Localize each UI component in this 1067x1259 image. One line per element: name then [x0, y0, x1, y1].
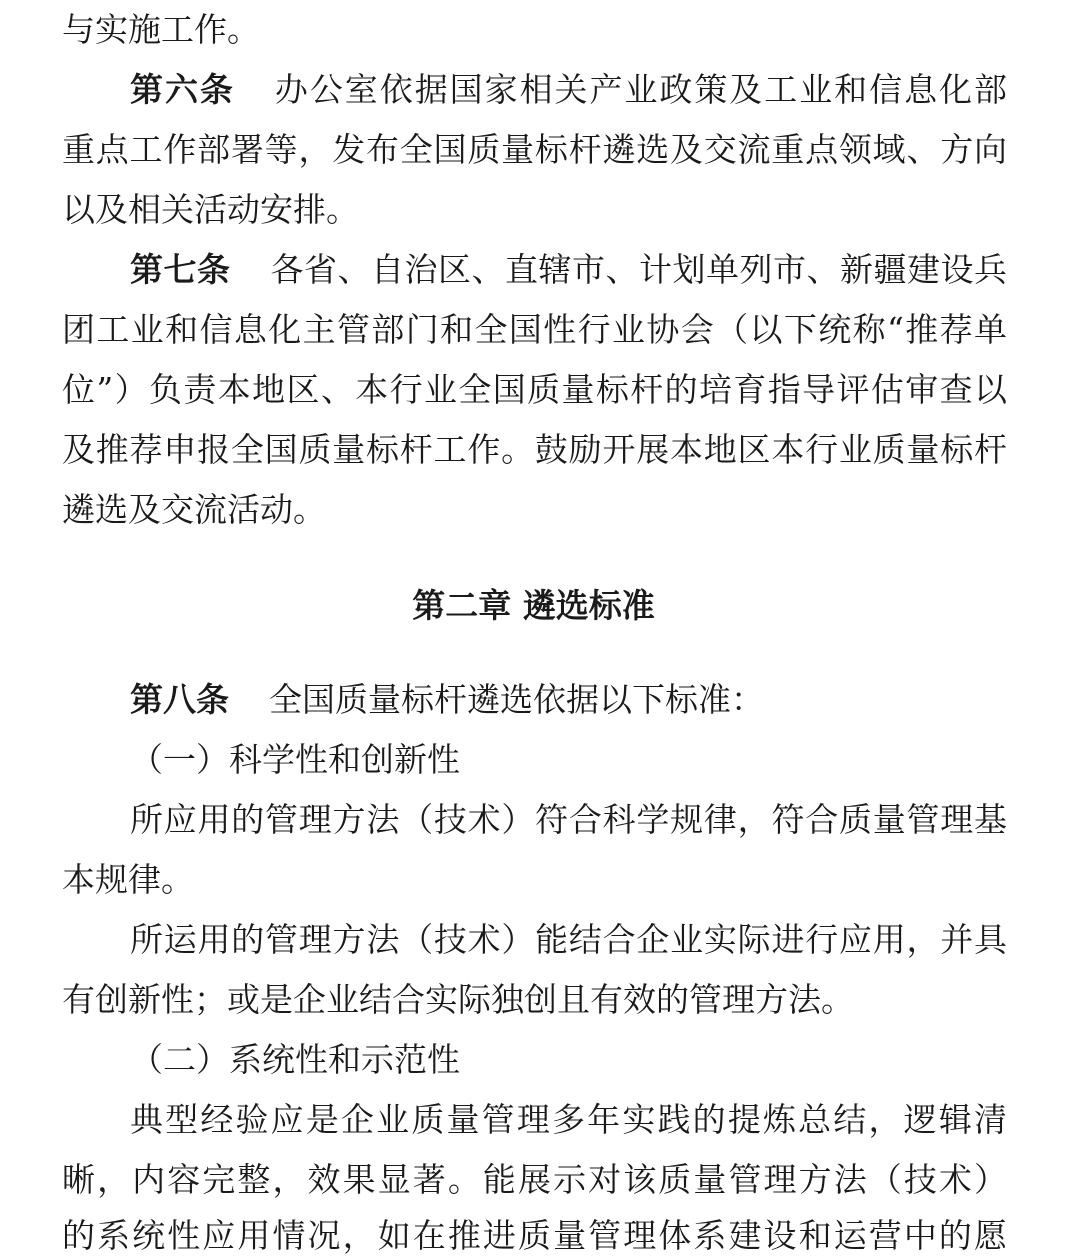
article-8-line-1 — [130, 676, 1007, 724]
article-6-line-2 — [62, 126, 1007, 174]
paragraph-text: 晰，内容完整，效果显著。能展示对该质量管理方法（技术） — [62, 1160, 1007, 1199]
section-2-title — [130, 1036, 1007, 1084]
paragraph-1-line-1 — [130, 796, 1007, 844]
article-7-text: 位”）负责本地区、本行业全国质量标杆的培育指导评估审查以 — [62, 370, 1007, 409]
section-1-title — [130, 736, 1007, 784]
article-7-text: 遴选及交流活动。 — [62, 490, 326, 529]
article-6-label: 第六条 — [130, 70, 235, 109]
paragraph-1-line-2 — [62, 856, 1007, 904]
article-7-text: 各省、自治区、直辖市、计划单列市、新疆建设兵 — [270, 250, 1007, 289]
article-6-line-1 — [130, 66, 1007, 114]
section-2-title-text: （二）系统性和示范性 — [130, 1040, 460, 1079]
article-7-line-2 — [62, 306, 1007, 354]
paragraph-text: 典型经验应是企业质量管理多年实践的提炼总结，逻辑清 — [130, 1100, 1007, 1139]
chapter-2-heading: 第二章 遴选标准 — [412, 586, 655, 625]
paragraph-text: 有创新性；或是企业结合实际独创且有效的管理方法。 — [62, 980, 854, 1019]
article-8-text: 全国质量标杆遴选依据以下标准： — [269, 680, 764, 719]
paragraph-2-line-1 — [130, 916, 1007, 964]
paragraph-3-line-3 — [62, 1212, 1007, 1259]
paragraph-3-line-1 — [130, 1096, 1007, 1144]
paragraph-text: 的系统性应用情况，如在推进质量管理体系建设和运营中的愿 — [62, 1216, 1007, 1255]
article-7-line-5 — [62, 486, 1007, 534]
article-6-text: 以及相关活动安排。 — [62, 190, 359, 229]
article-7-text: 团工业和信息化主管部门和全国性行业协会（以下统称“推荐单 — [62, 310, 1007, 349]
section-1-title-text: （一）科学性和创新性 — [130, 740, 460, 779]
paragraph-text: 本规律。 — [62, 860, 194, 899]
article-7-label: 第七条 — [130, 250, 231, 289]
article-6-line-3 — [62, 186, 1007, 234]
paragraph-2-line-2 — [62, 976, 1007, 1024]
article-7-line-4 — [62, 426, 1007, 474]
article-8-label: 第八条 — [130, 680, 229, 719]
article-7-line-3 — [62, 366, 1007, 414]
paragraph-text: 所应用的管理方法（技术）符合科学规律，符合质量管理基 — [130, 800, 1007, 839]
article-6-text: 重点工作部署等，发布全国质量标杆遴选及交流重点领域、方向 — [62, 130, 1007, 169]
article-7-line-1 — [130, 246, 1007, 294]
text-line-content: 与实施工作。 — [62, 10, 260, 49]
article-7-text: 及推荐申报全国质量标杆工作。鼓励开展本地区本行业质量标杆 — [62, 430, 1007, 469]
article-6-text: 办公室依据国家相关产业政策及工业和信息化部 — [274, 70, 1007, 109]
text-line — [62, 6, 1007, 54]
paragraph-3-line-2 — [62, 1156, 1007, 1204]
paragraph-text: 所运用的管理方法（技术）能结合企业实际进行应用，并具 — [130, 920, 1007, 959]
